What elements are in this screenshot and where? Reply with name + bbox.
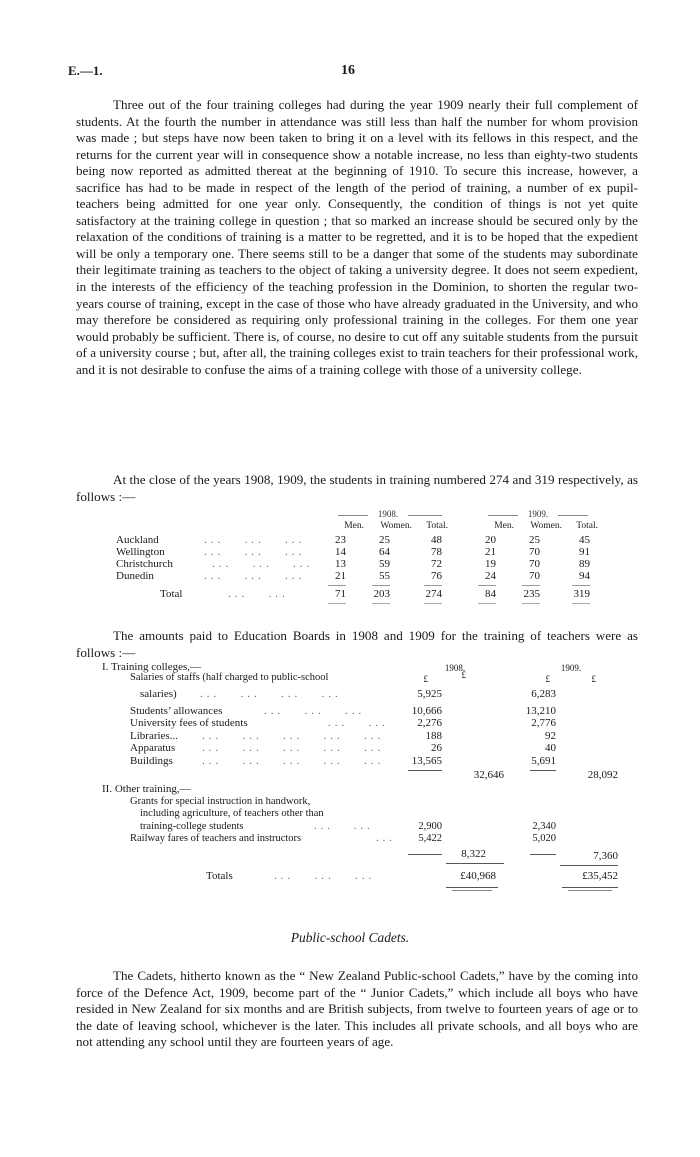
- table-row: Auckland ... ... ... 23 25 48 20 25 45: [116, 533, 590, 546]
- paragraph-students-intro: At the close of the years 1908, 1909, the students in training numbered 274 and 319 respectively, as follows :—: [76, 472, 638, 504]
- col-women-1909: Women.: [530, 521, 562, 532]
- page-number: 16: [341, 63, 355, 78]
- table-row: Grants for special instruction in handwork,: [130, 795, 311, 807]
- table-row: Students’ allowances ... ... ... 10,666 13,210: [130, 704, 556, 717]
- table-row: Apparatus ... ... ... ... ... 26 40: [130, 742, 556, 754]
- section-heading: Public-school Cadets.: [290, 930, 410, 945]
- payments-year-1908: 1908.: [444, 663, 466, 673]
- currency-1909-a: £: [545, 674, 550, 684]
- students-table: [116, 509, 636, 606]
- col-men-1908: Men.: [344, 521, 364, 532]
- totals-1909: £35,452: [582, 869, 618, 882]
- col-men-1909: Men.: [494, 521, 514, 532]
- currency-1909-b: £: [591, 674, 596, 684]
- year-1908-header: 1908.: [377, 509, 399, 519]
- table-row: Wellington ... ... ... 14 64 78 21 70 91: [116, 545, 590, 558]
- salaries-row: Salaries of staffs (half charged to public-school £ £ £ £: [130, 670, 596, 684]
- col-total-1909: Total.: [576, 521, 598, 532]
- subtotal2-1908: 8,322: [461, 847, 486, 860]
- col-women-1908: Women.: [380, 521, 412, 532]
- totals-double-rules: [102, 884, 642, 892]
- subtotal1-1909: 28,092: [587, 769, 618, 781]
- totals-row: Totals ... ... ... £40,968 £35,452: [206, 869, 618, 882]
- paragraph-cadets: The Cadets, hitherto known as the “ New Zealand Public-school Cadets,” have by the coming into force of the Defence Act, 1909, become part of the “ Junior Cadets,” which include all boys who have resided in New Zealand for six months and are British subjects, from twelve to fourteen years of age or to the date of leaving school, whichever is the later. This includes all private schools, and all boys who are not attending any school until they are fourteen years of age.: [76, 968, 638, 1050]
- currency-1908-a: £: [423, 674, 428, 684]
- table-header-years: [116, 509, 636, 521]
- table-header-columns: [116, 521, 636, 533]
- table-row: Railway fares of teachers and instructors ... 5,422 5,020: [130, 833, 556, 844]
- table-row: Dunedin ... ... ... 21 55 76 24 70 94: [116, 570, 590, 583]
- table-row: salaries) ... ... ... ... 5,925 6,283: [140, 687, 556, 700]
- paragraph-training-colleges: Three out of the four training colleges had during the year 1909 nearly their full complement of students. At the fourth the number in attendance was still less than half the number for whom provision was made ; but steps have now been taken to bring it on a level with its fellows in this respect, and the returns for the current year will in consequence show a notable increase, no less than eighty-two students being now reported as admitted thereat at the beginning of 1910. To secure this increase, however, a sacrifice has had to be made in respect of the length of the period of training, a number of ex pupil-teachers being admitted for one year only. Consequently, the condition of things is not yet quite satisfactory at the training college in question ; that so marked an increase should be secured only by the relaxation of the conditions of training is a matter to be regretted, and it is to be hoped that the expedient will be only a temporary one. There seems still to be a danger that some of the students may subordinate their legitimate training as teachers to the object of taking a university degree. It does not seem expedient, in the interests of the efficiency of the teaching profession in the Dominion, to shorten the regular two-years course of training, except in the case of those who have already graduated in the University, and who may therefore be considered as requiring only professional training in the colleges. For them one year would probably be sufficient. There is, of course, no desire to cut off any suitable students from the pursuit of a university course ; but, after all, the training colleges exist to train teachers for their professional work, and it is not desirable to confuse the aims of a training college with those of a university college.: [76, 97, 638, 377]
- table-row: Libraries... ... ... ... ... ... 188 92: [130, 729, 556, 742]
- payments-year-1909: 1909.: [560, 663, 582, 673]
- subtotal-row-training-colleges: [102, 767, 642, 783]
- table-row-total: Total ... ... 71 203 274 84 235 319: [160, 587, 590, 600]
- payments-table: [102, 661, 642, 892]
- col-total-1908: Total.: [426, 521, 448, 532]
- subtotal1-1908: 32,646: [473, 769, 504, 781]
- table-row: including agriculture, of teachers other than: [140, 808, 324, 819]
- currency-1908-b: £: [461, 670, 466, 680]
- section-training-colleges: [102, 661, 642, 672]
- year-1909-header: 1909.: [527, 509, 549, 519]
- subtotal-row-other-training: [102, 846, 642, 862]
- table-row: training-college students ... ... 2,900 2,340: [140, 820, 556, 832]
- section-other-training: [102, 783, 642, 796]
- table-row: Christchurch ... ... ... 13 59 72 19 70 89: [116, 558, 590, 571]
- table-row: University fees of students ... ... 2,276 2,776: [130, 717, 556, 729]
- subtotal2-1909: 7,360: [593, 849, 618, 862]
- document-reference: E.—1.: [68, 63, 103, 78]
- section1-title: I. Training colleges,—: [102, 661, 201, 673]
- total-underlines: [116, 602, 636, 606]
- table-row: Buildings ... ... ... ... ... 13,565 5,691: [130, 754, 556, 767]
- paragraph-payments-intro: The amounts paid to Education Boards in 1908 and 1909 for the training of teachers were as follows :—: [76, 628, 638, 660]
- section2-title: II. Other training,—: [102, 783, 191, 795]
- totals-1908: £40,968: [460, 869, 496, 882]
